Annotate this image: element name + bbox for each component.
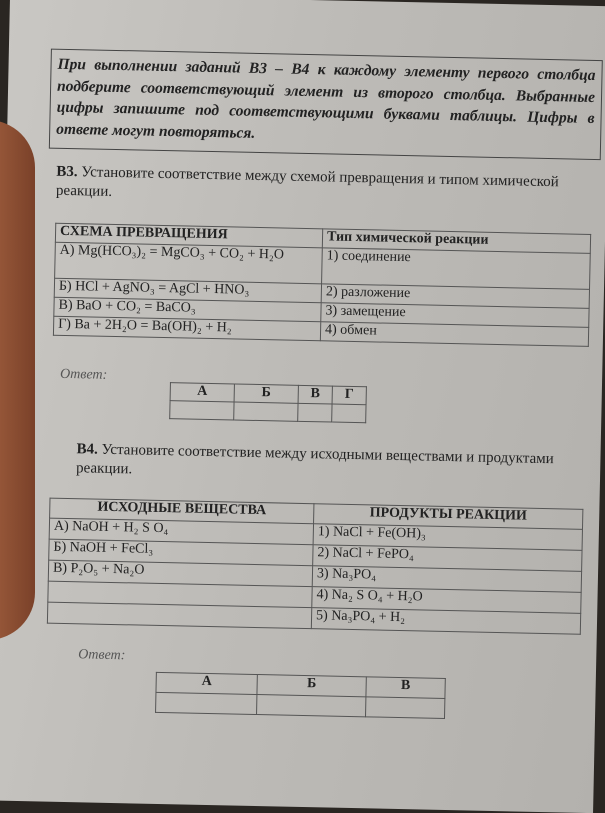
b3-answer-label: Ответ: (59, 366, 108, 383)
b4-answer-letter-b: Б (257, 675, 366, 697)
b4-col2-header: ПРОДУКТЫ РЕАКЦИИ (314, 504, 583, 530)
b4-table (47, 498, 584, 635)
b3-right-1: 1) соединение (322, 248, 591, 290)
b4-answer-letter-v: В (366, 677, 445, 699)
b3-number: В3. (56, 163, 78, 181)
b4-right-3: 3) Na₃PO₄ (312, 566, 581, 593)
b3-right-4: 4) обмен (320, 322, 588, 347)
b3-col1-header: СХЕМА ПРЕВРАЩЕНИЯ (55, 223, 322, 248)
b3-text: Установите соответствие между схемой превращения и типом химической реакции. (55, 164, 559, 200)
b4-right-1: 1) NaCl + Fe(OH)₃ (313, 524, 582, 551)
thumb-overlay (0, 120, 35, 640)
b3-answer-cell[interactable] (170, 401, 234, 420)
b3-answer-cell[interactable] (234, 402, 298, 421)
b4-answer-letter-a: А (156, 672, 257, 694)
b3-answer-letter-a: А (170, 383, 234, 402)
b4-left-a: А) NaOH + H₂ S O₄ (49, 518, 313, 545)
b3-answer-cell[interactable] (332, 404, 366, 423)
b4-col1-header: ИСХОДНЫЕ ВЕЩЕСТВА (50, 498, 314, 524)
instructions-box: При выполнении заданий В3 – В4 к каждому элементу первого столбца подберите соответствующий элемент из второго столбца. Выбранные цифры запишите под соответствующими буквами таблицы. Цифры в ответе могут повторяться. (49, 49, 603, 161)
b3-answer-letter-b: Б (234, 384, 298, 403)
b4-answer-cell[interactable] (366, 697, 445, 719)
b4-text: Установите соответствие между исходными веществами и продуктами реакции. (75, 441, 554, 478)
b4-left-empty (47, 602, 311, 629)
b4-answer-table (155, 672, 446, 719)
b3-left-a: А) Mg(HCO₃)₂ = MgCO₃ + CO₂ + H₂O (55, 242, 323, 284)
b4-answer-label: Ответ: (78, 647, 126, 664)
b3-question (56, 163, 597, 212)
b4-right-4: 4) Na₂ S O₄ + H₂O (312, 587, 581, 614)
b4-number: В4. (76, 441, 98, 458)
b3-answer-letter-g: Г (332, 386, 366, 405)
b4-question (76, 440, 582, 489)
b4-answer-cell[interactable] (257, 695, 366, 717)
b3-answer-cell[interactable] (298, 403, 332, 422)
b4-right-5: 5) Na₃PO₄ + H₂ (311, 608, 580, 635)
b4-right-2: 2) NaCl + FePO₄ (313, 545, 582, 572)
b3-right-2: 2) разложение (321, 284, 589, 309)
b3-answer-table (169, 382, 367, 423)
b4-left-v: В) P₂O₅ + Na₂O (48, 560, 312, 587)
b4-answer-cell[interactable] (156, 692, 257, 714)
b3-answer-letter-v: В (298, 385, 332, 404)
b4-left-b: Б) NaOH + FeCl₃ (49, 539, 313, 566)
b3-left-g: Г) Ba + 2H₂O = Ba(OH)₂ + H₂ (53, 316, 320, 341)
b3-table (53, 223, 591, 347)
b3-col2-header: Тип химической реакции (322, 229, 590, 254)
b3-left-v: В) BaO + CO₂ = BaCO₃ (54, 297, 321, 322)
b3-left-b: Б) HCl + AgNO₃ = AgCl + HNO₃ (54, 278, 321, 303)
b3-right-3: 3) замещение (321, 303, 589, 328)
